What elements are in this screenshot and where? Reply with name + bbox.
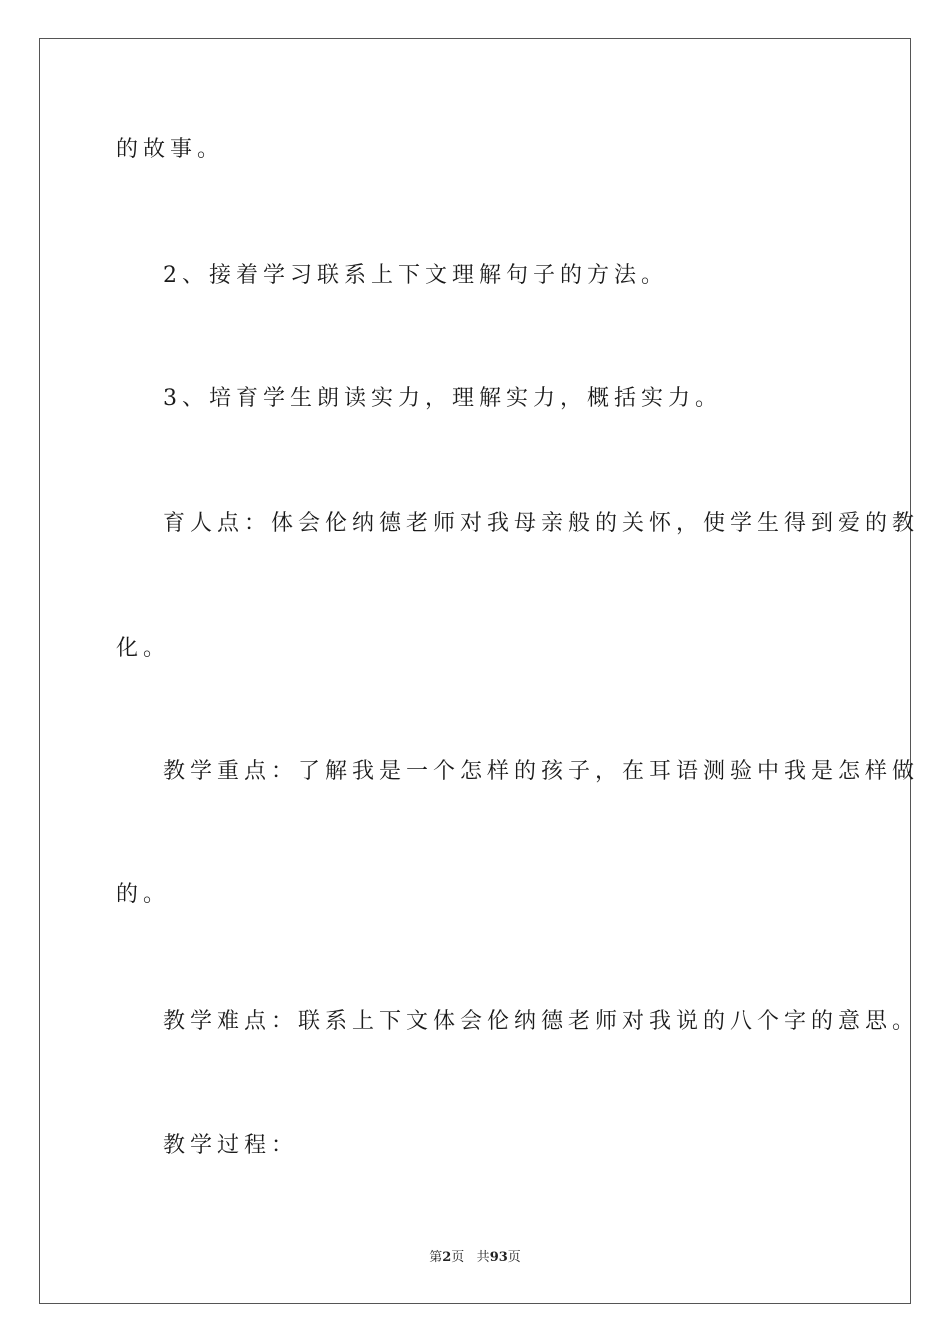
footer-total-suffix: 页 [507, 1250, 521, 1265]
text-line-5: 化。 [116, 636, 171, 661]
text-line-2: 2、接着学习联系上下文理解句子的方法。 [163, 263, 668, 288]
text-line-1: 的故事。 [116, 137, 225, 162]
text-line-9: 教学过程： [163, 1133, 299, 1158]
text-line-4: 育人点：体会伦纳德老师对我母亲般的关怀，使学生得到爱的教 [163, 511, 920, 536]
text-line-6: 教学重点：了解我是一个怎样的孩子，在耳语测验中我是怎样做 [163, 759, 920, 784]
text-line-8: 教学难点：联系上下文体会伦纳德老师对我说的八个字的意思。 [163, 1009, 920, 1034]
footer-prefix: 第 [429, 1250, 443, 1265]
footer-total-prefix: 共 [476, 1250, 490, 1265]
footer-page-number: 2 [442, 1250, 452, 1265]
page-border [39, 38, 911, 1304]
footer-total-pages: 93 [489, 1250, 508, 1265]
footer-page-suffix: 页 [451, 1250, 465, 1265]
text-line-3: 3、培育学生朗读实力，理解实力，概括实力。 [163, 386, 722, 411]
page-footer [0, 1246, 950, 1265]
text-line-7: 的。 [116, 882, 171, 907]
